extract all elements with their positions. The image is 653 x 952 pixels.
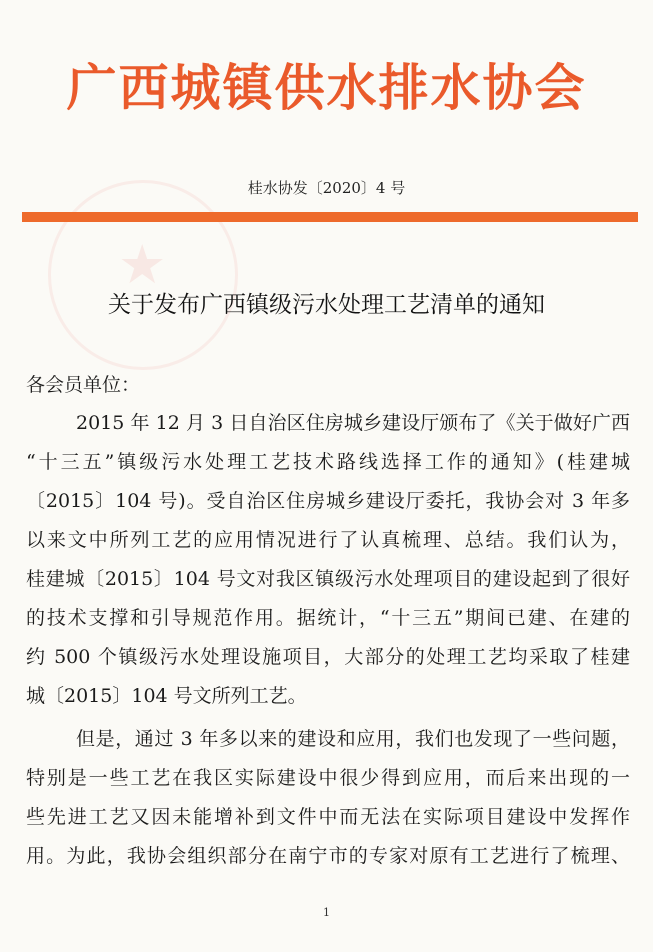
organization-header: 广西城镇供水排水协会 <box>66 59 587 117</box>
body-line: “十三五”镇级污水处理工艺技术路线选择工作的通知》(桂建城 <box>26 451 630 473</box>
body-line: 特别是一些工艺在我区实际建设中很少得到应用，而后来出现的一 <box>26 767 630 789</box>
seal-star-icon: ★ <box>118 233 167 296</box>
body-line: 约 500 个镇级污水处理设施项目，大部分的处理工艺均采取了桂建 <box>26 646 630 668</box>
salutation: 各会员单位： <box>26 374 141 396</box>
body-line: 的技术支撑和引导规范作用。据统计，“十三五”期间已建、在建的 <box>26 607 630 629</box>
body-line: 桂建城〔2015〕104 号文对我区镇级污水处理项目的建设起到了很好 <box>26 568 630 590</box>
header-divider <box>22 212 638 222</box>
body-line: 〔2015〕104 号)。受自治区住房城乡建设厅委托，我协会对 3 年多 <box>26 490 630 512</box>
body-line: 用。为此，我协会组织部分在南宁市的专家对原有工艺进行了梳理、 <box>26 845 630 867</box>
body-line: 些先进工艺又因未能增补到文件中而无法在实际项目建设中发挥作 <box>26 806 630 828</box>
document-number: 桂水协发〔2020〕4 号 <box>247 179 406 197</box>
body-line: 2015 年 12 月 3 日自治区住房城乡建设厅颁布了《关于做好广西 <box>76 412 630 434</box>
body-line: 但是，通过 3 年多以来的建设和应用，我们也发现了一些问题， <box>76 728 630 750</box>
page-number: 1 <box>323 906 330 919</box>
document-title: 关于发布广西镇级污水处理工艺清单的通知 <box>108 292 545 318</box>
body-line: 城〔2015〕104 号文所列工艺。 <box>26 685 307 707</box>
body-line: 以来文中所列工艺的应用情况进行了认真梳理、总结。我们认为， <box>26 529 630 551</box>
